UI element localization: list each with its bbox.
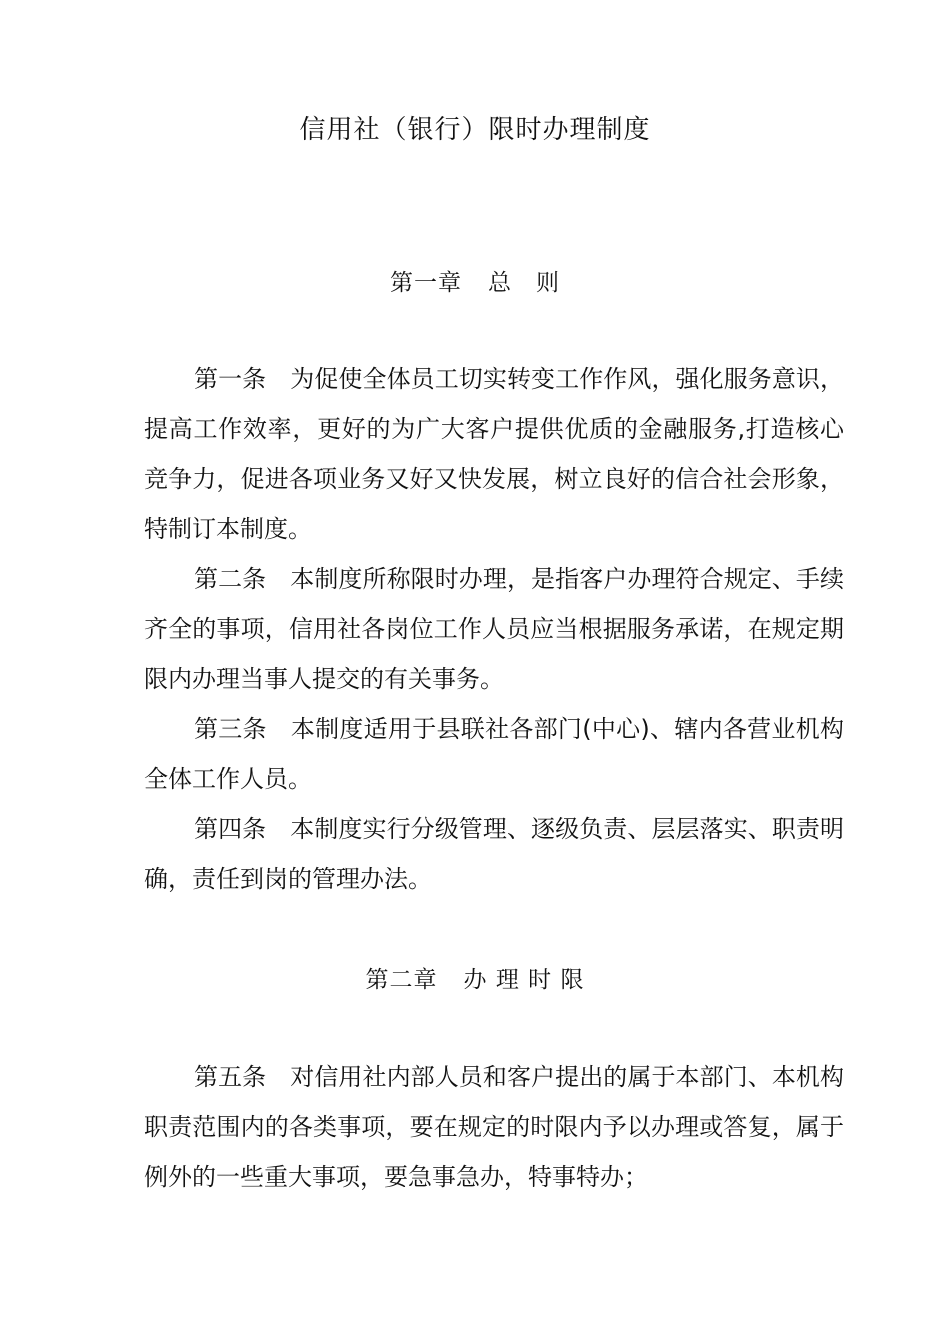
article-text: 本制度适用于县联社各部门(中心)、辖内各营业机构全体工作人员。 bbox=[144, 715, 844, 793]
article-text: 本制度实行分级管理、逐级负责、层层落实、职责明确，责任到岗的管理办法。 bbox=[144, 815, 845, 893]
chapter-name: 办 理 时 限 bbox=[463, 967, 585, 993]
article-paragraph bbox=[144, 704, 844, 804]
article-number: 第二条 bbox=[194, 565, 267, 593]
article-number: 第三条 bbox=[194, 715, 267, 743]
article-paragraph bbox=[144, 354, 844, 554]
chapter-heading bbox=[0, 265, 950, 301]
article-paragraph bbox=[144, 554, 844, 704]
article-text: 对信用社内部人员和客户提出的属于本部门、本机构职责范围内的各类事项，要在规定的时限内予以办理或答复，属于例外的一些重大事项，要急事急办，特事特办； bbox=[144, 1063, 845, 1191]
article-number: 第四条 bbox=[194, 815, 267, 843]
article-paragraph bbox=[144, 1052, 844, 1202]
chapter-number: 第二章 bbox=[365, 967, 438, 993]
article-number: 第五条 bbox=[194, 1063, 267, 1091]
document-title: 信用社（银行）限时办理制度 bbox=[299, 115, 651, 145]
article-text: 为促使全体员工切实转变工作作风，强化服务意识，提高工作效率，更好的为广大客户提供优质的金融服务,打造核心竞争力，促进各项业务又好又快发展，树立良好的信合社会形象，特制订本制度。 bbox=[144, 365, 845, 543]
chapter-name: 总 则 bbox=[488, 270, 560, 296]
article-paragraph bbox=[144, 804, 844, 904]
article-text: 本制度所称限时办理，是指客户办理符合规定、手续齐全的事项，信用社各岗位工作人员应当根据服务承诺，在规定期限内办理当事人提交的有关事务。 bbox=[144, 565, 845, 693]
chapter-number: 第一章 bbox=[390, 270, 462, 296]
article-number: 第一条 bbox=[194, 365, 267, 393]
chapter-heading bbox=[0, 962, 950, 998]
